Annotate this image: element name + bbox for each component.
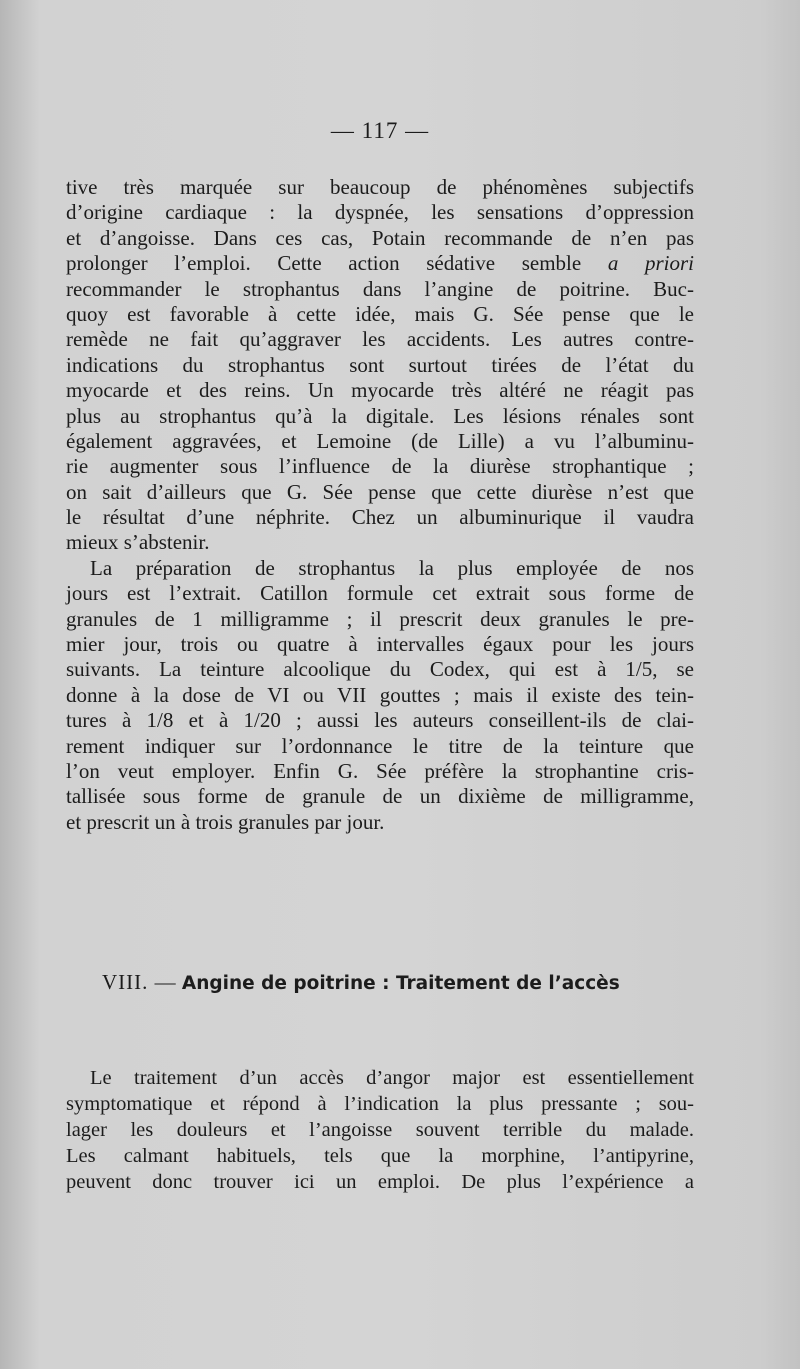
text-line: également aggravées, et Lemoine (de Lille) a vu l’albuminu-: [66, 428, 694, 453]
paragraph-block-traitement: [66, 1065, 694, 1195]
text-line: plus au strophantus qu’à la digitale. Les lésions rénales sont: [66, 403, 694, 428]
text-line: on sait d’ailleurs que G. Sée pense que cette diurèse n’est que: [66, 479, 694, 504]
text-line: jours est l’extrait. Catillon formule cet extrait sous forme de: [66, 581, 694, 606]
text-line: quoy est favorable à cette idée, mais G. Sée pense que le: [66, 301, 694, 326]
page-number: — 117 —: [330, 118, 430, 143]
text-line: l’on veut employer. Enfin G. Sée préfère la strophantine cris-: [66, 758, 694, 783]
text-line: mier jour, trois ou quatre à intervalles égaux pour les jours: [66, 632, 694, 657]
text-line-with-italic: [66, 251, 694, 276]
text-line: recommander le strophantus dans l’angine de poitrine. Buc-: [66, 276, 694, 301]
text-line: La préparation de strophantus la plus employée de nos: [90, 555, 694, 580]
text-line: indications du strophantus sont surtout tirées de l’état du: [66, 352, 694, 377]
text-line: et d’angoisse. Dans ces cas, Potain recommande de n’en pas: [66, 225, 694, 250]
section-heading: [102, 970, 662, 995]
text-line: tive très marquée sur beaucoup de phénomènes subjectifs: [66, 175, 694, 199]
text-line: tallisée sous forme de granule de un dixième de milligramme,: [66, 784, 694, 809]
text-line: Le traitement d’un accès d’angor major est essentiellement: [90, 1067, 694, 1089]
text-line: peuvent donc trouver ici un emploi. De plus l’expérience a: [66, 1171, 694, 1193]
text-line: donne à la dose de VI ou VII gouttes ; mais il existe des tein-: [66, 682, 694, 707]
text-line: granules de 1 milligramme ; il prescrit deux granules le pre-: [66, 606, 694, 631]
text-line: et prescrit un à trois granules par jour.: [66, 809, 385, 834]
text-line: rie augmenter sous l’influence de la diurèse strophantique ;: [66, 454, 694, 479]
text-line: mieux s’abstenir.: [66, 530, 210, 555]
italic-phrase: a priori: [607, 251, 695, 276]
text-line: rement indiquer sur l’ordonnance le titre de la teinture que: [66, 733, 694, 758]
text-line: tures à 1/8 et à 1/20 ; aussi les auteurs conseillent-ils de clai-: [66, 708, 694, 733]
section-title: Angine de poitrine : Traitement de l’accès: [181, 973, 620, 994]
paragraph-block-strophantus: [66, 175, 694, 835]
text-line: d’origine cardiaque : la dyspnée, les sensations d’oppression: [66, 200, 694, 225]
section-number: VIII. —: [102, 970, 177, 994]
text-line: symptomatique et répond à l’indication la plus pressante ; sou-: [66, 1093, 694, 1115]
text-line: myocarde et des reins. Un myocarde très altéré ne réagit pas: [66, 378, 694, 403]
text-line: Les calmant habituels, tels que la morphine, l’antipyrine,: [66, 1145, 694, 1167]
text-line: le résultat d’une néphrite. Chez un albuminurique il vaudra: [66, 505, 694, 530]
text-line: suivants. La teinture alcoolique du Codex, qui est à 1/5, se: [66, 657, 694, 682]
text-line: lager les douleurs et l’angoisse souvent terrible du malade.: [66, 1119, 694, 1141]
text-line: remède ne fait qu’aggraver les accidents. Les autres contre-: [66, 327, 694, 352]
text-fragment: prolonger l’emploi. Cette action sédative semble: [66, 251, 582, 276]
